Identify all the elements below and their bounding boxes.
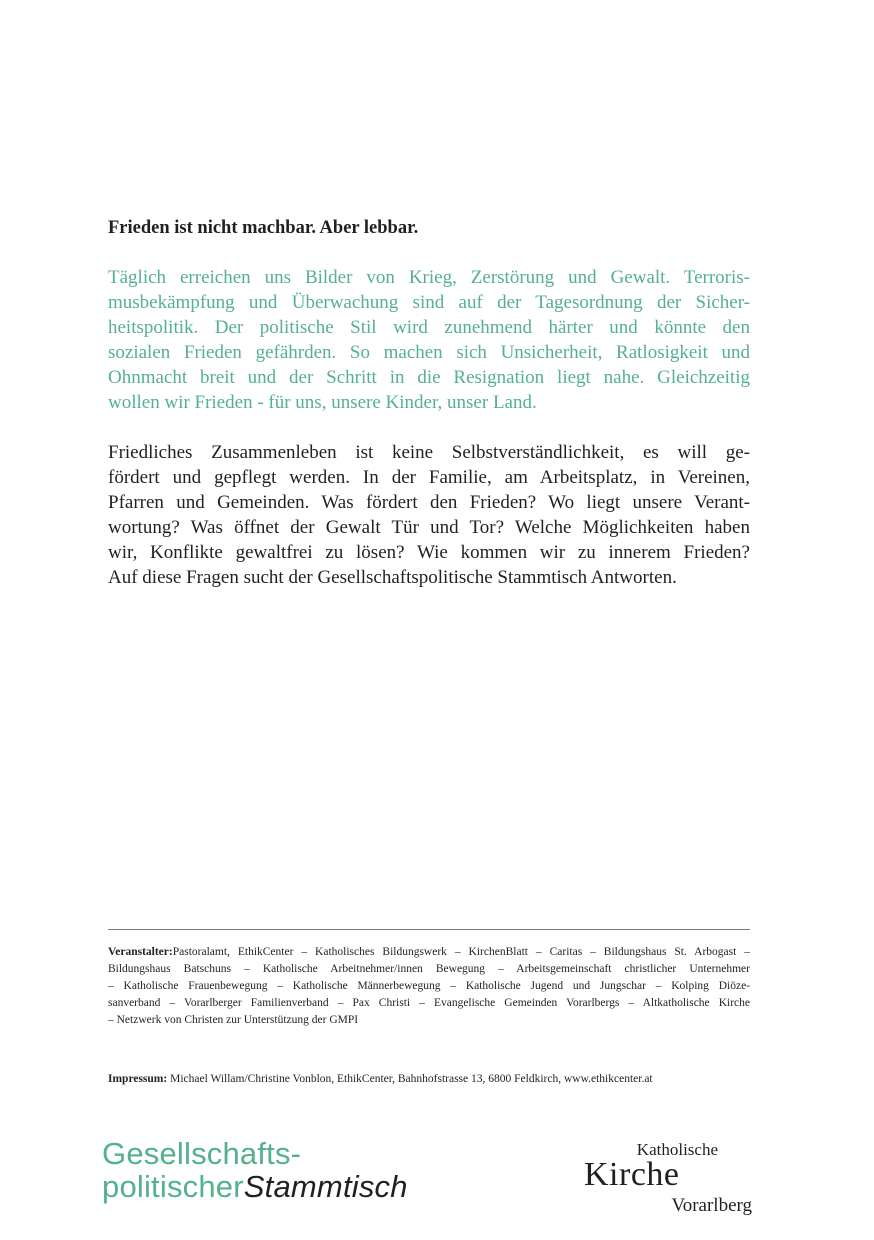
intro-line: sozialen Frieden gefährden. So machen sich Unsicherheit, Ratlosigkeit und xyxy=(108,342,750,363)
kirche-vorarlberg-logo xyxy=(580,1138,752,1222)
organizers-line xyxy=(108,944,750,961)
kirche-logo-kirche: Kirche xyxy=(584,1156,680,1193)
stammtisch-logo-word-politischer: politischer xyxy=(102,1169,244,1204)
body-line: Auf diese Fragen sucht der Gesellschaftspolitische Stammtisch Antworten. xyxy=(108,567,677,588)
organizers-block xyxy=(108,944,750,1029)
impressum xyxy=(108,1071,768,1088)
organizers-line: – Katholische Frauenbewegung – Katholische Männerbewegung – Katholische Jugend und Jungschar – Kolping Diöze- xyxy=(108,980,750,992)
organizers-line: sanverband – Vorarlberger Familienverband – Pax Christi – Evangelische Gemeinden Vorarlbergs – Altkatholische Kirche xyxy=(108,997,750,1009)
intro-line: Ohnmacht breit und der Schritt in die Resignation liegt nahe. Gleichzeitig xyxy=(108,367,750,388)
impressum-label: Impressum: xyxy=(108,1073,168,1085)
body-line: Pfarren und Gemeinden. Was fördert den Frieden? Wo liegt unsere Verant- xyxy=(108,492,750,513)
intro-line: Täglich erreichen uns Bilder von Krieg, Zerstörung und Gewalt. Terroris- xyxy=(108,267,750,288)
impressum-text: Michael Willam/Christine Vonblon, EthikCenter, Bahnhofstrasse 13, 6800 Feldkirch, www.ethikcenter.at xyxy=(167,1073,653,1085)
body-line: wortung? Was öffnet der Gewalt Tür und Tor? Welche Möglichkeiten haben xyxy=(108,517,750,538)
organizers-label: Veranstalter: xyxy=(108,946,173,958)
divider-rule xyxy=(108,929,750,930)
intro-paragraph xyxy=(108,265,750,415)
stammtisch-logo-word-stammtisch: Stammtisch xyxy=(243,1169,408,1204)
intro-line: heitspolitik. Der politische Stil wird zunehmend härter und könnte den xyxy=(108,317,750,338)
intro-line: musbekämpfung und Überwachung sind auf der Tagesordnung der Sicher- xyxy=(108,292,750,313)
stammtisch-logo xyxy=(102,1137,462,1203)
stammtisch-logo-line1: Gesellschafts- xyxy=(102,1136,302,1171)
page-heading: Frieden ist nicht machbar. Aber lebbar. xyxy=(108,218,419,238)
body-line: fördert und gepflegt werden. In der Familie, am Arbeitsplatz, in Vereinen, xyxy=(108,467,750,488)
kirche-logo-katholische: Katholische xyxy=(636,1140,718,1159)
organizers-line: – Netzwerk von Christen zur Unterstützung der GMPI xyxy=(108,1014,359,1026)
body-paragraph xyxy=(108,440,750,590)
organizers-text: Pastoralamt, EthikCenter – Katholisches Bildungswerk – KirchenBlatt – Caritas – Bildungshaus St. Arbogast – xyxy=(172,946,750,958)
body-line: Friedliches Zusammenleben ist keine Selbstverständlichkeit, es will ge- xyxy=(108,442,750,463)
organizers-line: Bildungshaus Batschuns – Katholische Arbeitnehmer/innen Bewegung – Arbeitsgemeinschaft christlicher Unternehmer xyxy=(108,963,750,975)
kirche-logo-vorarlberg: Vorarlberg xyxy=(671,1195,752,1216)
stammtisch-logo-line2 xyxy=(102,1170,462,1203)
intro-line: wollen wir Frieden - für uns, unsere Kinder, unser Land. xyxy=(108,392,537,413)
body-line: wir, Konflikte gewaltfrei zu lösen? Wie kommen wir zu innerem Frieden? xyxy=(108,542,750,563)
